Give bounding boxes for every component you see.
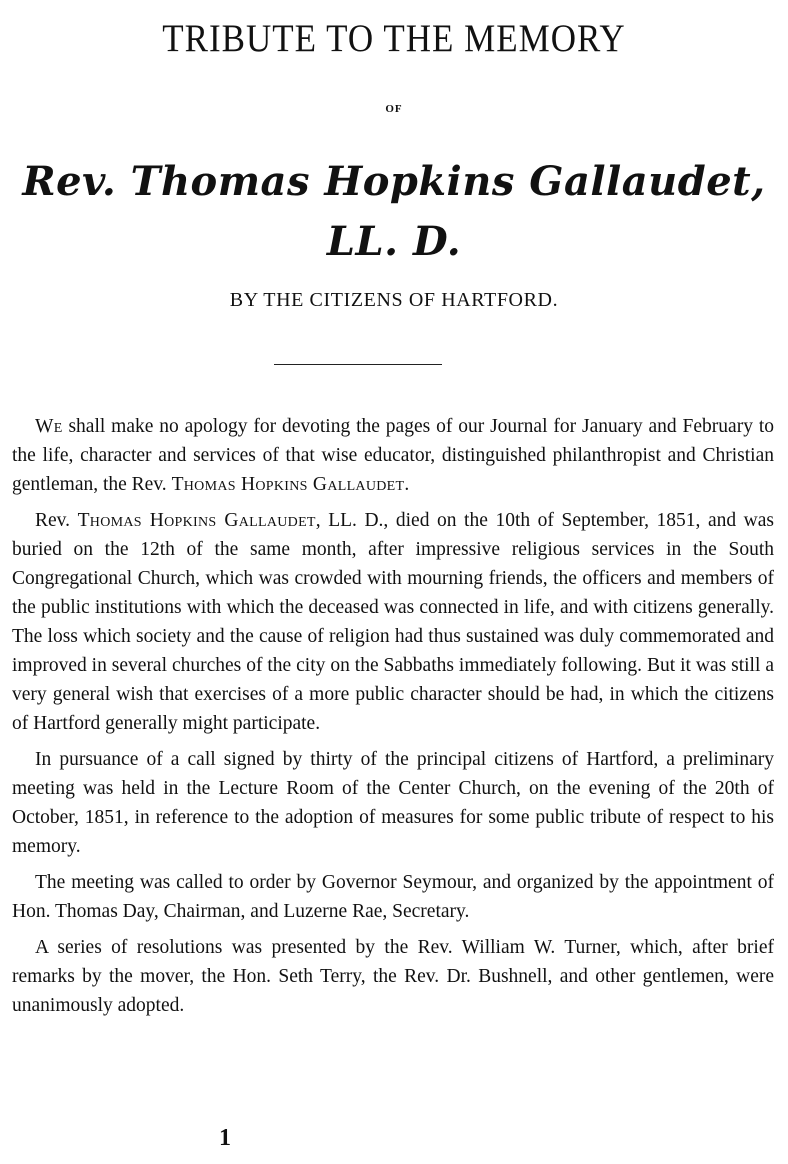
paragraph-3: In pursuance of a call signed by thirty of the principal citizens of Hartford, a preliminary meeting was held in the Lecture Room of the Center Church, on the evening of the 20th of October, 1851, in reference to the adoption of measures for some public tribute of respect to his memory. <box>12 749 774 857</box>
paragraph-2-text: , LL. D., died on the 10th of September, 1851, and was buried on the 12th of the same month, after impressive religious services in the South Congregational Church, which was crowded with mourning friends, the officers and members of the public institutions with which the deceased was connected in life, and with citizens generally. The loss which society and the cause of religion had thus sustained was duly commemorated and improved in several churches of the city on the Sabbaths immediately following. But it was still a very general wish that exercises of a more public character should be had, in which the citizens of Hartford generally might participate. <box>12 510 774 734</box>
title-connector: OF <box>385 103 403 115</box>
page-number: 1 <box>219 1125 231 1151</box>
paragraph-2-start: Rev. <box>35 510 78 531</box>
byline: BY THE CITIZENS OF HARTFORD. <box>229 289 559 311</box>
honoree-name: Rev. Thomas Hopkins Gallaudet, LL. D. <box>22 158 766 265</box>
paragraph-5: A series of resolutions was presented by the Rev. William W. Turner, which, after brief remarks by the mover, the Hon. Seth Terry, the Rev. Dr. Bushnell, and other gentlemen, were unanimously adopted. <box>12 937 774 1016</box>
paragraph-1 <box>12 412 774 499</box>
paragraph-2 <box>12 506 774 738</box>
page-title: TRIBUTE TO THE MEMORY <box>162 16 626 60</box>
paragraph-4: The meeting was called to order by Governor Seymour, and organized by the appointment of Hon. Thomas Day, Chairman, and Luzerne Rae, Secretary. <box>12 872 774 922</box>
body-text <box>12 412 774 1020</box>
paragraph-1-name: Thomas Hopkins Gallaudet <box>171 474 405 495</box>
paragraph-1-end: . <box>404 474 410 495</box>
paragraph-1-opening: We <box>35 416 63 437</box>
section-divider <box>274 364 442 365</box>
paragraph-2-name: Thomas Hopkins Gallaudet <box>77 510 316 531</box>
paragraph-1-text: shall make no apology for devoting the pages of our Journal for January and February to the life, character and services of that wise educator, distinguished philanthropist and Christian gentleman, the Rev. <box>12 416 774 495</box>
